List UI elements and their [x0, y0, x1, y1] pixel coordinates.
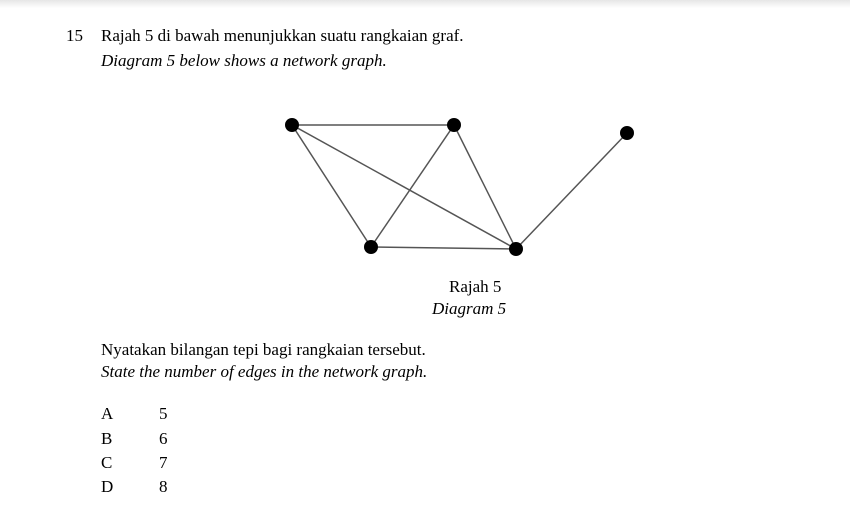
intro-malay: Rajah 5 di bawah menunjukkan suatu rangkaian graf.	[101, 26, 464, 45]
vertex-top-middle	[447, 118, 461, 132]
option-value: 7	[159, 453, 168, 472]
intro-english: Diagram 5 below shows a network graph.	[101, 51, 387, 70]
vertex-top-right	[620, 126, 634, 140]
caption-english: Diagram 5	[432, 299, 507, 318]
edge-bottom-left-bottom-right	[371, 247, 516, 249]
option-letter: C	[101, 453, 113, 472]
option-value: 6	[159, 429, 168, 448]
option-letter: B	[101, 429, 113, 448]
prompt-english: State the number of edges in the network graph.	[101, 362, 428, 381]
edge-top-middle-bottom-left	[371, 125, 454, 247]
caption-malay: Rajah 5	[449, 277, 502, 296]
vertex-bottom-left	[364, 240, 378, 254]
question-number: 15	[66, 26, 83, 45]
prompt-malay: Nyatakan bilangan tepi bagi rangkaian tersebut.	[101, 340, 426, 359]
option-value: 5	[159, 404, 168, 423]
vertex-top-left	[285, 118, 299, 132]
option-letter: D	[101, 477, 114, 496]
option-letter: A	[101, 404, 114, 423]
edge-top-left-bottom-left	[292, 125, 371, 247]
edge-top-middle-bottom-right	[454, 125, 516, 249]
vertex-bottom-right	[509, 242, 523, 256]
option-value: 8	[159, 477, 168, 496]
edge-bottom-right-top-right	[516, 133, 627, 249]
edge-top-left-bottom-right	[292, 125, 516, 249]
